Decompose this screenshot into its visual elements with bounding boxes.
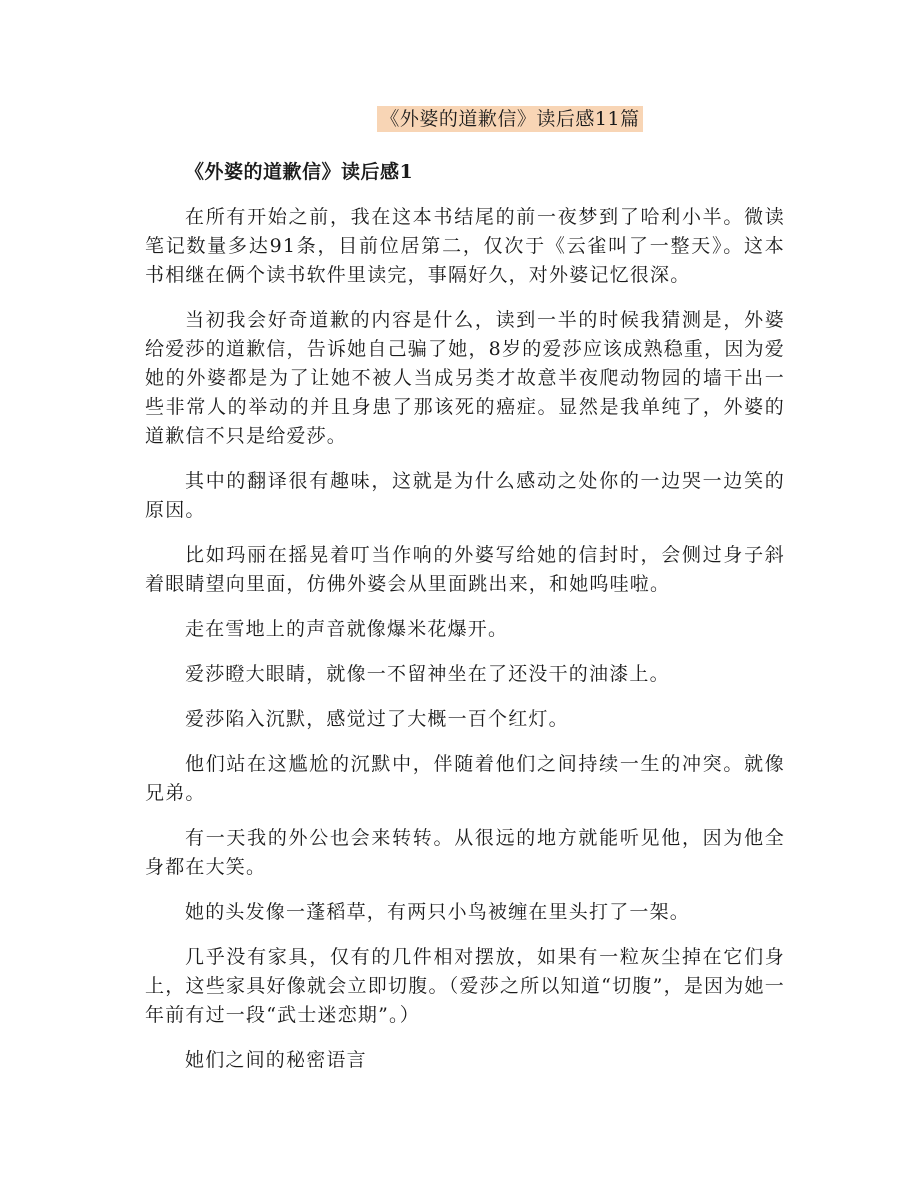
document-title: 《外婆的道歉信》读后感11篇 <box>377 106 642 132</box>
paragraph: 有一天我的外公也会来转转。从很远的地方就能听见他，因为他全身都在大笑。 <box>145 827 785 878</box>
paragraph: 她们之间的秘密语言 <box>185 1049 367 1071</box>
paragraph: 当初我会好奇道歉的内容是什么，读到一半的时候我猜测是，外婆给爱莎的道歉信，告诉她自己骗了她，8岁的爱莎应该成熟稳重，因为爱她的外婆都是为了让她不被人当成另类才故意半夜爬动物园的墙干出一些非常人的举动的并且身患了那该死的癌症。显然是我单纯了，外婆的道歉信不只是给爱莎。 <box>145 309 785 447</box>
paragraph: 比如玛丽在摇晃着叮当作响的外婆写给她的信封时，会侧过身子斜着眼睛望向里面，仿佛外婆会从里面跳出来，和她呜哇啦。 <box>145 544 785 595</box>
paragraph: 爱莎瞪大眼睛，就像一不留神坐在了还没干的油漆上。 <box>185 663 670 685</box>
paragraph: 其中的翻译很有趣味，这就是为什么感动之处你的一边哭一边笑的原因。 <box>145 470 785 521</box>
paragraph: 他们站在这尴尬的沉默中，伴随着他们之间持续一生的冲突。就像兄弟。 <box>145 753 785 804</box>
paragraph: 她的头发像一蓬稻草，有两只小鸟被缠在里头打了一架。 <box>185 901 691 923</box>
title-row <box>0 106 920 132</box>
paragraph: 爱莎陷入沉默，感觉过了大概一百个红灯。 <box>185 708 569 730</box>
document-body <box>145 203 785 1091</box>
paragraph: 走在雪地上的声音就像爆米花爆开。 <box>185 618 509 640</box>
paragraph: 在所有开始之前，我在这本书结尾的前一夜梦到了哈利小半。微读笔记数量多达91条，目前位居第二，仅次于《云雀叫了一整天》。这本书相继在俩个读书软件里读完，事隔好久，对外婆记忆很深。 <box>145 206 785 286</box>
paragraph: 几乎没有家具，仅有的几件相对摆放，如果有一粒灰尘掉在它们身上，这些家具好像就会立即切腹。（爱莎之所以知道“切腹”，是因为她一年前有过一段“武士迷恋期”。） <box>145 946 785 1026</box>
section-heading: 《外婆的道歉信》读后感1 <box>185 161 414 183</box>
